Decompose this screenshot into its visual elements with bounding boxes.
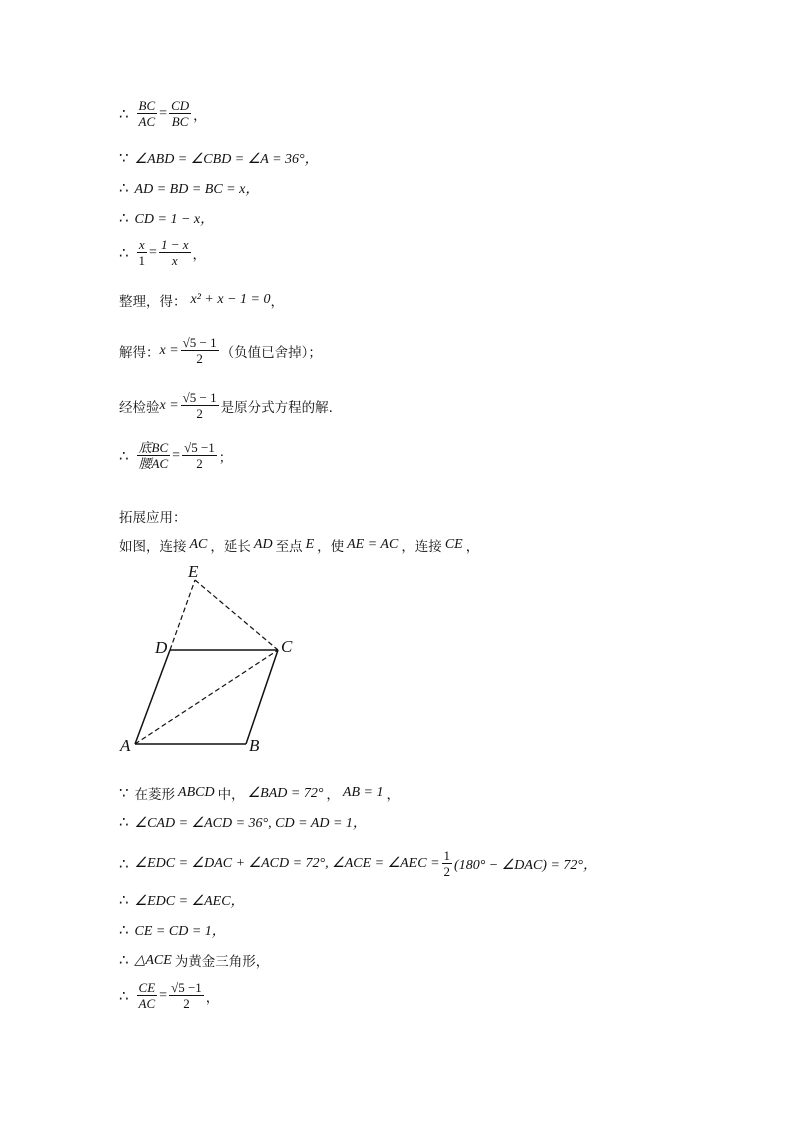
label-c: C — [281, 637, 293, 656]
fraction-bc-over-ac: $\frac{BC}{AC}$ — [138, 98, 156, 129]
label-a: A — [120, 736, 131, 755]
segment-ec-dashed — [195, 580, 278, 650]
line-edc-ace: ∴ ∠EDC = ∠DAC + ∠ACD = 72°, ∠ACE = ∠AEC = $\frac{1}{2}$ (180° − ∠DAC) = 72°， — [119, 848, 597, 879]
therefore-symbol: ∴ — [119, 813, 129, 831]
line-cad-acd: ∴ ∠CAD = ∠ACD = 36°, CD = AD = 1， — [119, 813, 367, 831]
fraction-sqrt5-minus-1-over-2: $\frac{√5 -1}{2}$ — [171, 980, 202, 1011]
segment-bc — [246, 650, 278, 744]
fraction-sqrt5-minus-1-over-2: $\frac{√5 - 1}{2}$ — [182, 390, 217, 421]
segment-ac-dashed — [135, 650, 278, 744]
line-base-over-leg: ∴ $\frac{\text{底BC}}{\text{腰AC}}$ = $\frac{√5 -1}{2}$ ； — [119, 440, 233, 471]
fraction-cd-over-bc: $\frac{CD}{BC}$ — [171, 98, 190, 129]
line-ce-ac-ratio: ∴ $\frac{CE}{AC}$ = $\frac{√5 -1}{2}$ ， — [119, 980, 220, 1011]
therefore-symbol: ∴ — [119, 921, 129, 939]
fraction-x-over-1: $\frac{x}{1}$ — [138, 237, 146, 268]
segment-ad — [135, 650, 170, 744]
therefore-symbol: ∴ — [119, 243, 129, 262]
line-ce-cd: ∴ CE = CD = 1， — [119, 921, 226, 939]
line-x-ratio: ∴ $\frac{x}{1}$ = $\frac{1 - x}{x}$ ， — [119, 237, 206, 268]
therefore-symbol: ∴ — [119, 209, 129, 227]
line-verify: 经检验 x = $\frac{√5 - 1}{2}$ 是原分式方程的解. — [119, 390, 333, 421]
section-heading: 拓展应用： — [119, 510, 187, 526]
fraction-ce-over-ac: $\frac{CE}{AC}$ — [138, 980, 156, 1011]
therefore-symbol: ∴ — [119, 854, 129, 873]
label-d: D — [155, 638, 168, 657]
fraction-1-minus-x-over-x: $\frac{1 - x}{x}$ — [160, 237, 189, 268]
therefore-symbol: ∴ — [119, 446, 129, 465]
fraction-sqrt5-minus-1-over-2: $\frac{√5 - 1}{2}$ — [182, 335, 217, 366]
line-edc-eq-aec: ∴ ∠EDC = ∠AEC， — [119, 891, 245, 909]
fraction-base-over-leg: $\frac{\text{底BC}}{\text{腰AC}}$ — [138, 440, 169, 471]
line-rhombus-given: ∵ 在菱形 ABCD 中， ∠BAD = 72° ， AB = 1 ， — [119, 784, 400, 803]
fraction-sqrt5-minus-1-over-2: $\frac{√5 -1}{2}$ — [184, 440, 215, 471]
line-cd: ∴ CD = 1 − x， — [119, 209, 215, 227]
therefore-symbol: ∴ — [119, 179, 129, 197]
line-golden-triangle: ∴ △ACE 为黄金三角形， — [119, 951, 270, 970]
therefore-symbol: ∴ — [119, 891, 129, 909]
line-ratio-bc-ac: ∴ $\frac{BC}{AC}$ = $\frac{CD}{BC}$ ， — [119, 98, 207, 129]
therefore-symbol: ∴ — [119, 986, 129, 1005]
therefore-symbol: ∴ — [119, 104, 129, 123]
label-b: B — [249, 736, 260, 755]
rhombus-figure — [110, 560, 310, 760]
therefore-symbol: ∴ — [119, 951, 129, 969]
segment-de-dashed — [170, 580, 195, 650]
label-e: E — [188, 562, 199, 581]
intro-sentence: 如图，连接 AC ，延长 AD 至点 E ，使 AE = AC ，连接 CE ， — [119, 537, 480, 555]
line-ad-bd-bc: ∴ AD = BD = BC = x， — [119, 179, 260, 197]
because-symbol: ∵ — [119, 149, 129, 167]
line-solve: 解得： x = $\frac{√5 - 1}{2}$ （负值已舍掉）； — [119, 335, 322, 366]
line-angles-36: ∵ ∠ABD = ∠CBD = ∠A = 36°， — [119, 149, 319, 167]
line-simplify: 整理，得： x² + x − 1 = 0 ， — [119, 292, 284, 310]
fraction-one-half: $\frac{1}{2}$ — [443, 848, 451, 879]
because-symbol: ∵ — [119, 784, 129, 802]
